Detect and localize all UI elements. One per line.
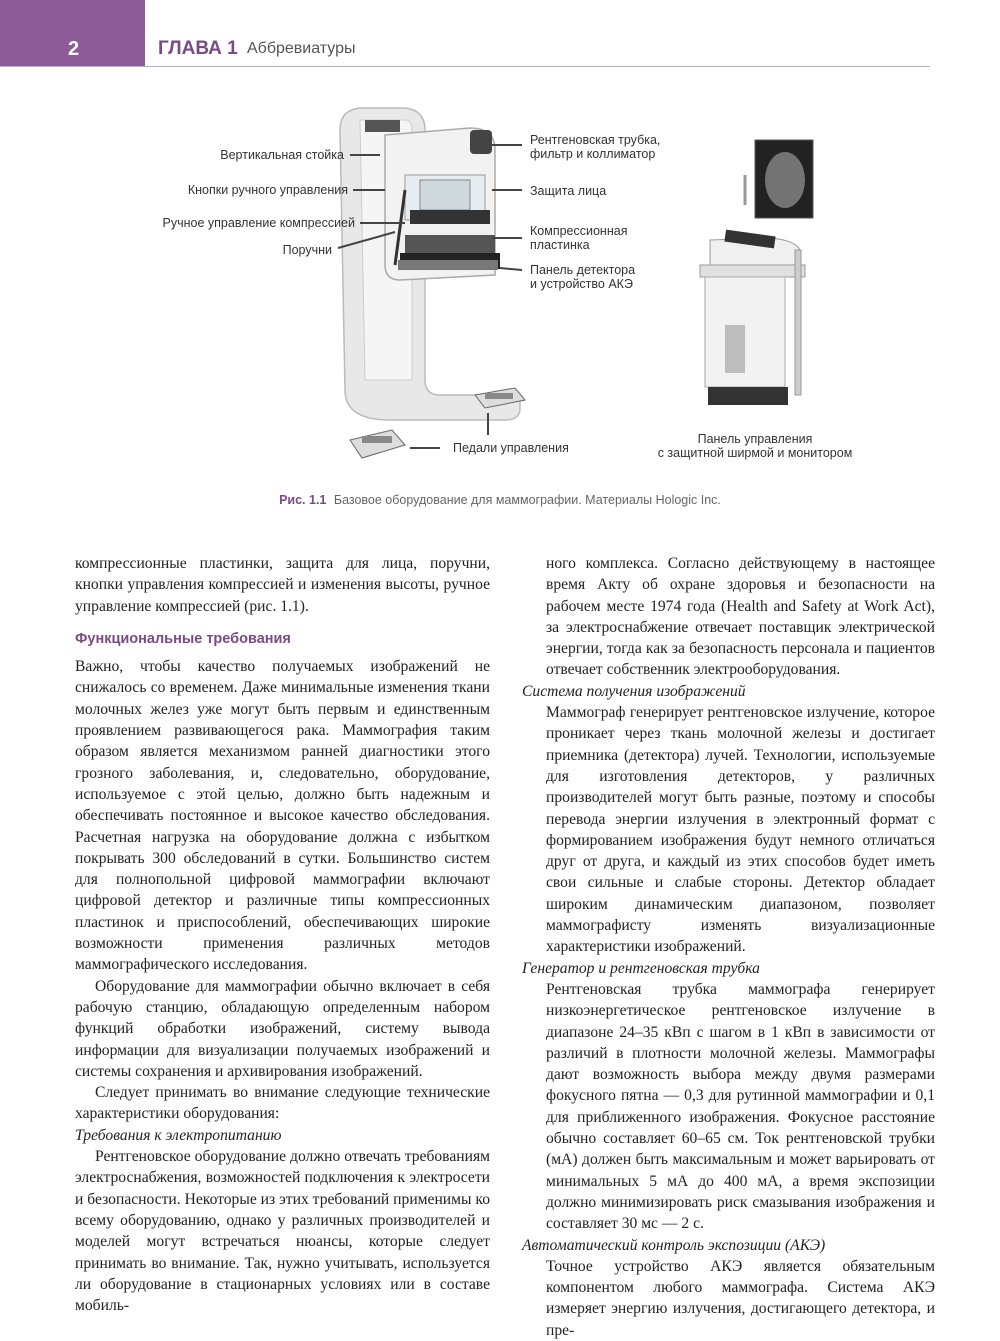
section-title: Аббревиатуры [247, 40, 356, 57]
paragraph: Рентгеновская трубка маммографа генерирует низкоэнергетическое рентгеновское излучение в диапазоне 24–35 кВп с шагом в 1 кВп в зависимости от различий в плотности молочной железы. Маммографы дают возможность выбора между двумя размерами фокусного пятна — 0,3 для рутинной маммографии и 0,1 для приближенного изображения. Фокусное расстояние обычно составляет 60–65 см. Ток рентгеновской трубки (мА) должен быть максимальным и может варьировать от минимальных 5 мА до 400 мА, а время экспозиции должно минимизировать риск смазывания изображения и составляет 30 мс — 2 с. [546, 980, 935, 1233]
label-compression-line2: пластинка [530, 238, 590, 252]
paragraph-block [522, 1256, 935, 1341]
figure-number: Рис. 1.1 [279, 493, 327, 507]
section-heading: Функциональные требования [75, 630, 291, 647]
label-console-line2: с защитной ширмой и монитором [657, 446, 853, 460]
figure-caption [0, 493, 1000, 507]
right-column [522, 553, 935, 1341]
chapter-title: ГЛАВА 1 [158, 38, 238, 59]
label-xray-tube [530, 133, 660, 161]
label-handles: Поручни [282, 243, 332, 257]
label-detector-panel [530, 263, 635, 291]
caption-text: Базовое оборудование для маммографии. Материалы Hologic Inc. [333, 493, 721, 507]
paragraph-block [522, 979, 935, 1235]
paragraph: Важно, чтобы качество получаемых изображений не снижалось со временем. Даже минимальные изменения ткани молочных желез уже могут быть первым и единственным проявлением развивающегося рака. Маммография таким образом является механизмом ранней диагностики этого грозного заболевания, и, следовательно, оборудование, используемое с этой целью, должно быть надежным и обеспечивать постоянное и высокое качество обследования. Расчетная нагрузка на оборудование должна с избытком покрывать 300 обследований в сутки. Большинство систем для полнопольной цифровой маммографии включают цифровой детектор и различные типы компрессионных пластинок и приспособлений, обеспечивающих широкие возможности применения различных методов маммографического исследования. [75, 658, 490, 974]
mammography-unit-drawing [340, 108, 525, 458]
subheading: Требования к электропитанию [75, 1126, 282, 1144]
label-xray-tube-line1: Рентгеновская трубка, [530, 133, 661, 147]
label-pedals: Педали управления [453, 441, 569, 455]
page-number: 2 [68, 38, 80, 60]
paragraph-block [522, 553, 935, 681]
label-detector-line2: и устройство АКЭ [530, 277, 633, 291]
subheading: Система получения изображений [522, 682, 746, 700]
paragraph: Следует принимать во внимание следующие технические характеристики оборудования: [75, 1084, 490, 1123]
paragraph: Маммограф генерирует рентгеновское излучение, которое проникает через ткань молочной железы и достигает приемника (детектора) лучей. Технологии, используемые для изготовления детекторов, у различных производителей могут быть разные, поэтому и способы перевода энергии излучения в электронный формат с формированием изображения будут немного отличаться друг от друга, и каждый из этих способов будет иметь свои сильные и слабые стороны. Детектор обладает широким динамическим диапазоном, позволяет маммографисту изменять визуализационные характеристики изображений. [546, 704, 935, 956]
label-console-line1: Панель управления [697, 432, 813, 446]
label-compression-paddle [530, 224, 627, 252]
figure-1-1 [0, 90, 1000, 520]
paragraph: компрессионные пластинки, защита для лица, поручни, кнопки управления компрессией и изменения высоты, ручное управление компрессией (рис. 1.1). [75, 555, 490, 615]
left-column [75, 553, 490, 1316]
label-control-console [640, 432, 870, 460]
label-xray-tube-line2: фильтр и коллиматор [530, 147, 656, 161]
subheading: Генератор и рентгеновская трубка [522, 959, 760, 977]
paragraph-block [522, 702, 935, 958]
label-compression-line1: Компрессионная [530, 224, 628, 238]
control-console-drawing [700, 140, 813, 405]
paragraph: ного комплекса. Согласно действующему в настоящее время Акту об охране здоровья и безопасности на рабочем месте 1974 года (Health and Safety at Work Act), за электроснабжение отвечает поставщик электрической энергии, тогда как за безопасность персонала и пациентов отвечает собственник электрооборудования. [546, 555, 935, 679]
label-manual-compression: Ручное управление компрессией [162, 216, 355, 230]
page-number-box [0, 0, 145, 66]
label-manual-buttons: Кнопки ручного управления [187, 183, 348, 197]
page-header [0, 0, 930, 67]
subheading: Автоматический контроль экспозиции (АКЭ) [522, 1236, 826, 1254]
paragraph: Оборудование для маммографии обычно включает в себя рабочую станцию, обладающую определенным набором функций обработки изображений, систему вывода информации для визуализации получаемых изображений и системы сохранения и архивирования изображений. [75, 977, 490, 1080]
label-detector-line1: Панель детектора [530, 263, 636, 277]
paragraph: Точное устройство АКЭ является обязательным компонентом любого маммографа. Система АКЭ измеряет энергию излучения, достигающего детектора, и пре- [546, 1257, 935, 1339]
label-vertical-stand: Вертикальная стойка [220, 148, 344, 162]
label-face-shield: Защита лица [530, 184, 607, 198]
paragraph: Рентгеновское оборудование должно отвечать требованиям электроснабжения, возможностей подключения к электросети и безопасности. Некоторые из этих требований применимы ко всему оборудованию, однако у различных производителей и моделей могут встречаться нюансы, которые следует принимать во внимание. Так, нужно учитывать, используется ли оборудование в стационарных условиях или в составе мобиль- [75, 1148, 490, 1315]
